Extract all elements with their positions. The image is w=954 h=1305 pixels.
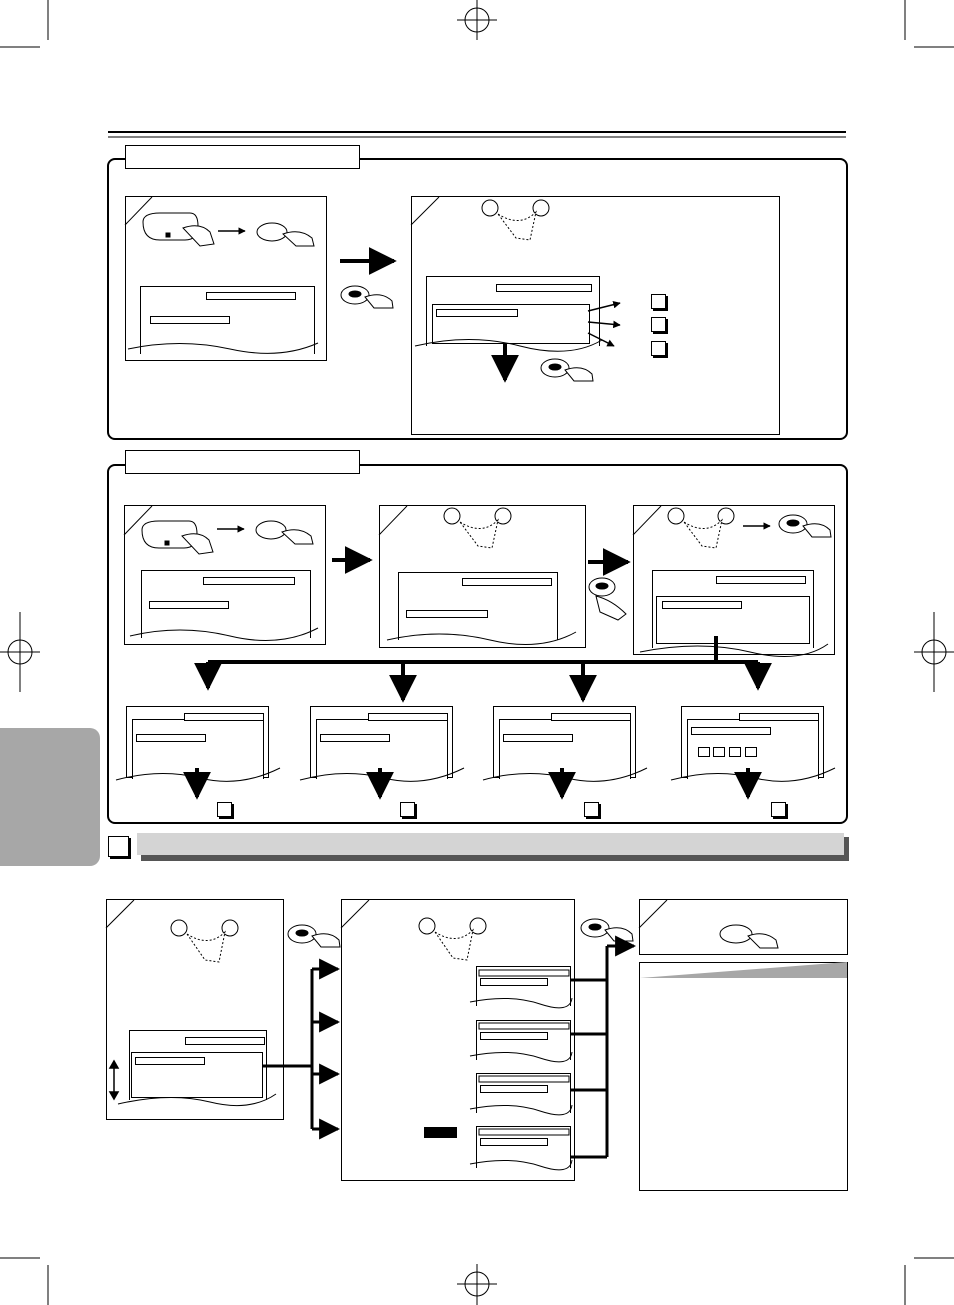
enter-button-icon [288,286,831,947]
up-down-buttons-icon [171,200,734,962]
arrow-icon [217,231,770,529]
stop-button-icon [143,213,214,246]
screen-wave-edges [116,340,835,1170]
setup-button-icon [256,223,778,948]
stop-button-icon [142,521,213,554]
scroll-updown-icon [110,1061,118,1099]
fanout-connector [262,946,607,1157]
note-panel-header-wedge [640,962,847,978]
branch-connector [208,636,758,662]
